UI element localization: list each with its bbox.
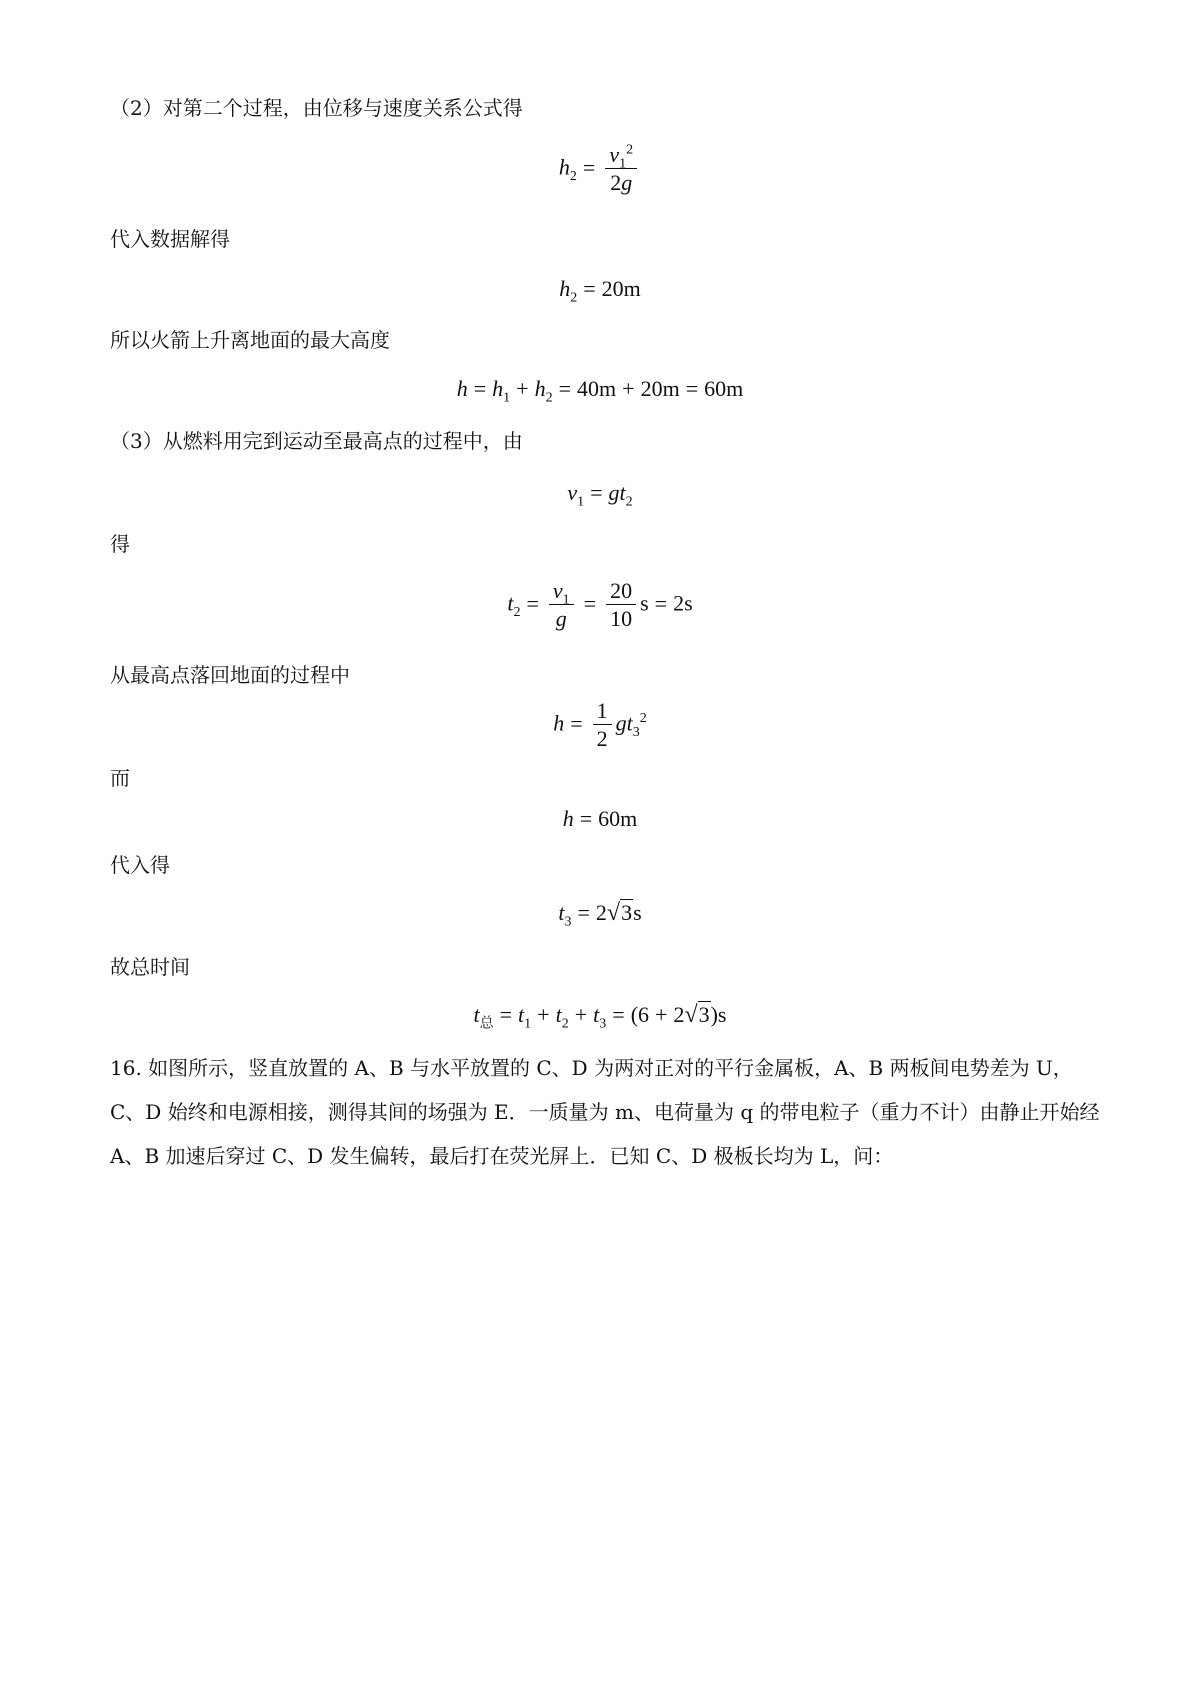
var: h (558, 154, 570, 180)
equation-h2-formula: $h_2$ = $\frac{v_1^2}{2g}$ (0, 142, 1200, 197)
text-third-process: （3）从燃料用完到运动至最高点的过程中，由 (110, 429, 523, 453)
equation-h2-value: $h_2 = 20m$ (559, 276, 641, 306)
text-substitute: 代入得 (110, 853, 170, 877)
text-second-process: （2）对第二个过程，由位移与速度关系公式得 (110, 96, 523, 120)
text-falling-process: 从最高点落回地面的过程中 (110, 663, 350, 687)
sub: 2 (569, 168, 577, 184)
text-total-time: 故总时间 (110, 955, 190, 979)
sqrt: √3 (606, 900, 633, 926)
equation-t3: $t_3 = 2√3s$ (558, 900, 642, 930)
question-16-paragraph: 16. 如图所示，竖直放置的 A、B 与水平放置的 C、D 为两对正对的平行金属板，A、B 两板间电势差为 U，C、D 始终和电源相接，测得其间的场强为 E．一质量为 m、电荷量为 q 的带电粒子（重力不计）由静止开始经 A、B 加速后穿过 C、D 发生偏转，最后打在荧光屏上．已知 C、D 极板长均为 L，问： (110, 1056, 1100, 1168)
equation-h-value: h = 60m (562, 806, 638, 831)
text-substitute-solve: 代入数据解得 (110, 227, 230, 251)
equation-v1: $v_1 = gt_2$ (567, 480, 633, 510)
equation-total-height: $h = h_1 + h_2 = 40m + 20m = 60m$ (456, 376, 744, 406)
equation-total-time: $t_总 = t_1 + t_2 + t_3 = (6 + 2√3)s$ (473, 1002, 727, 1032)
text-get: 得 (110, 532, 130, 556)
equation-t2: $t_2$ = $\frac{v_1}{g}$ = $\frac{20}{10}$ s = 2s (507, 578, 693, 631)
fraction: $\frac{v_1^2}{2g}$ (605, 142, 637, 197)
text-max-height: 所以火箭上升离地面的最大高度 (110, 328, 390, 352)
equation-h-free-fall: h = $\frac{1}{2}$ $gt_3^2$ (553, 698, 647, 751)
text-and: 而 (110, 766, 130, 790)
